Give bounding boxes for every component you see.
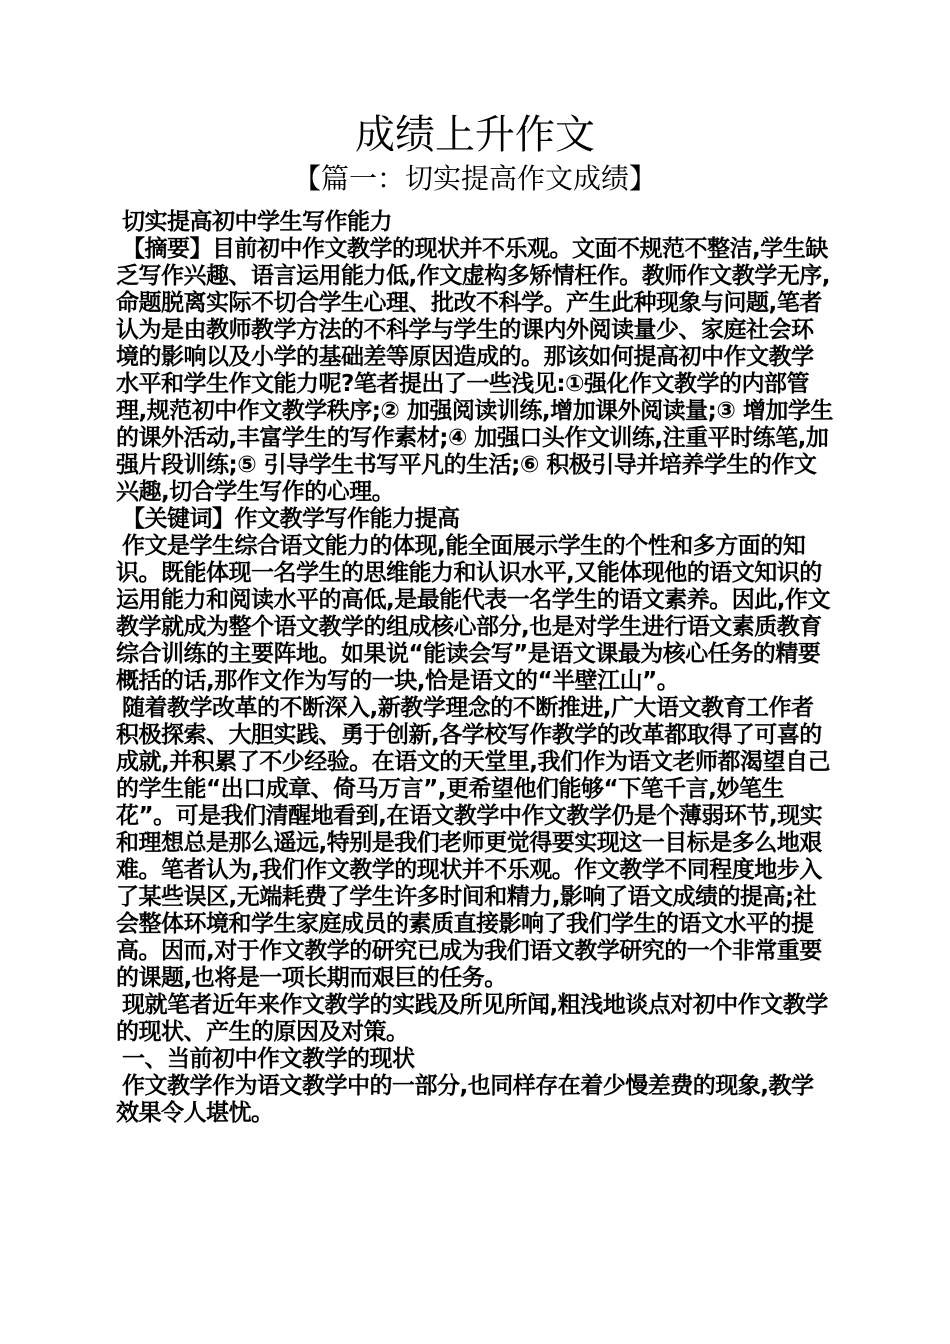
document-title: 成绩上升作文 [355,112,595,158]
document-body [116,209,834,1127]
paragraph-heading: 切实提高初中学生写作能力 [122,209,392,235]
paragraph-body: 作文是学生综合语文能力的体现,能全面展示学生的个性和多方面的知识。既能体现一名学生的思维能力和认识水平,又能体现他的语文知识的运用能力和阅读水平的高低,是最能代表一名学生的语文素养。因此,作文教学就成为整个语文教学的组成核心部分,也是对学生进行语文素质教育综合训练的主要阵地。如果说“能读会写”是语文课最为核心任务的精要概括的话,那作文作为写的一块,恰是语文的“半壁江山”。 [116,533,830,694]
paragraph-body: 随着教学改革的不断深入,新教学理念的不断推进,广大语文教育工作者积极探索、大胆实践、勇于创新,各学校写作教学的改革都取得了可喜的成就,并积累了不少经验。在语文的天堂里,我们作为语文老师都渴望自己的学生能“出口成章、倚马万言”,更希望他们能够“下笔千言,妙笔生花”。可是我们清醒地看到,在语文教学中作文教学仍是个薄弱环节,现实和理想总是那么遥远,特别是我们老师更觉得要实现这一目标是多么地艰难。笔者认为,我们作文教学的现状并不乐观。作文教学不同程度地步入了某些误区,无端耗费了学生许多时间和精力,影响了语文成绩的提高;社会整体环境和学生家庭成员的素质直接影响了我们学生的语文水平的提高。因而,对于作文教学的研究已成为我们语文教学研究的一个非常重要的课题,也将是一项长期而艰巨的任务。 [116,695,830,991]
section-heading: 一、当前初中作文教学的现状 [122,1046,415,1072]
paragraph-keywords: 【关键词】作文教学写作能力提高 [122,506,460,532]
paragraph-body: 现就笔者近年来作文教学的实践及所见所闻,粗浅地谈点对初中作文教学的现状、产生的原因及对策。 [116,992,828,1045]
document-subtitle: 【篇一：切实提高作文成绩】 [292,162,657,195]
paragraph-abstract: 【摘要】目前初中作文教学的现状并不乐观。文面不规范不整洁,学生缺乏写作兴趣、语言运用能力低,作文虚构多矫情枉作。教师作文教学无序,命题脱离实际不切合学生心理、批改不科学。产生此种现象与问题,笔者认为是由教师教学方法的不科学与学生的课内外阅读量少、家庭社会环境的影响以及小学的基础差等原因造成的。那该如何提高初中作文教学水平和学生作文能力呢?笔者提出了一些浅见:①强化作文教学的内部管理,规范初中作文教学秩序;② 加强阅读训练,增加课外阅读量;③ 增加学生的课外活动,丰富学生的写作素材;④ 加强口头作文训练,注重平时练笔,加强片段训练;⑤ 引导学生书写平凡的生活;⑥ 积极引导并培养学生的作文兴趣,切合学生写作的心理。 [116,236,833,505]
paragraph-body: 作文教学作为语文教学中的一部分,也同样存在着少慢差费的现象,教学效果令人堪忧。 [116,1073,814,1126]
